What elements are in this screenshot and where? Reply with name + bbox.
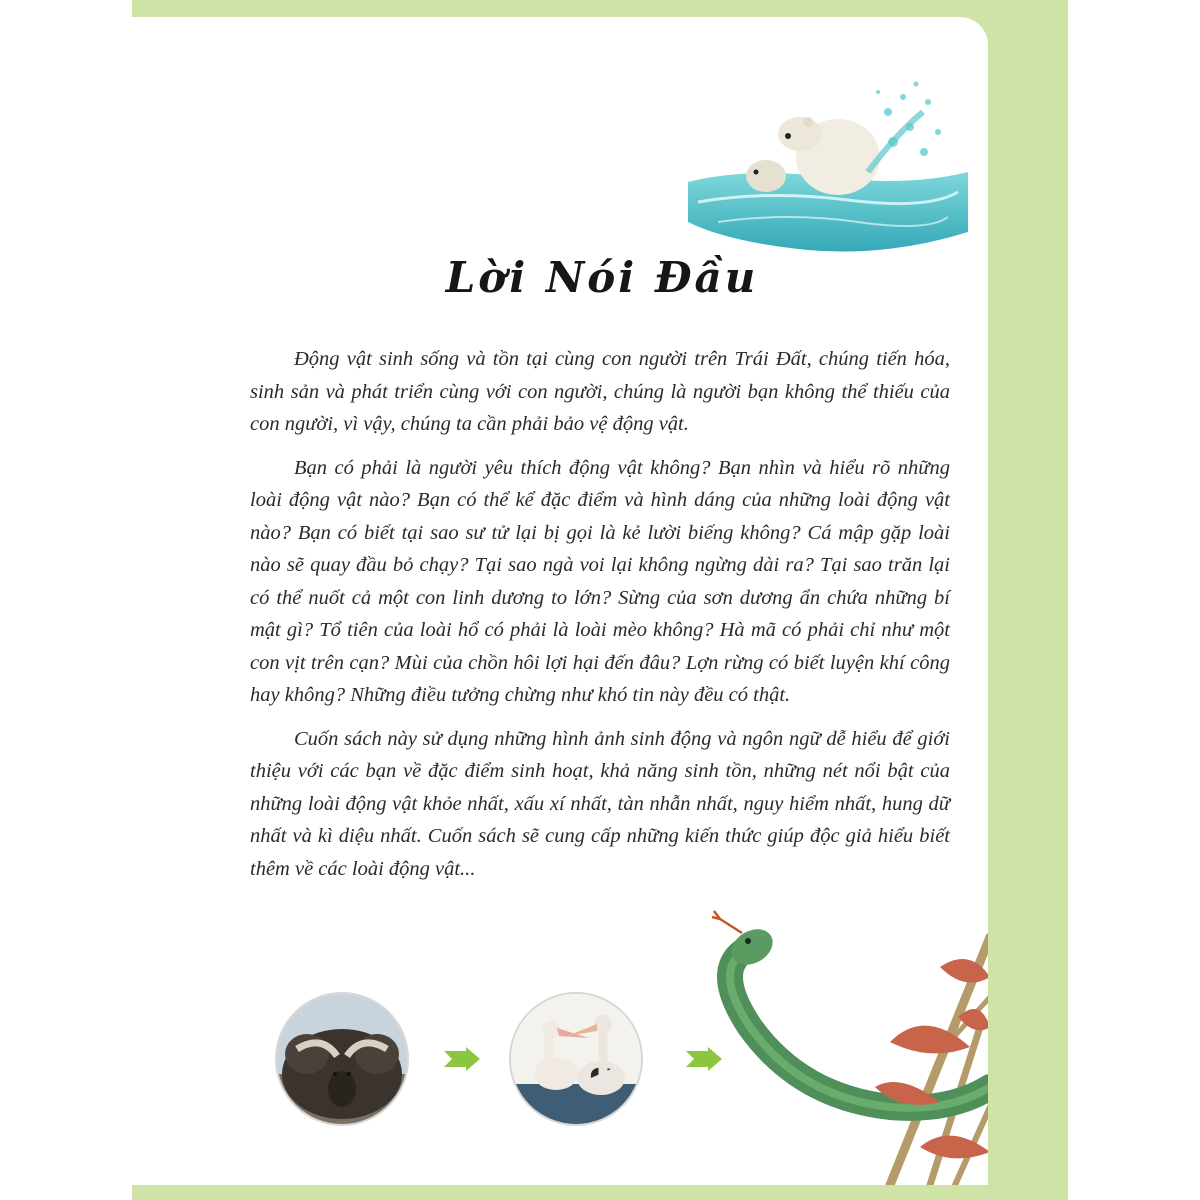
book-page — [132, 17, 988, 1185]
arrow-right-icon — [444, 1047, 480, 1071]
snake-illustration — [690, 907, 988, 1185]
paragraph-3: Cuốn sách này sử dụng những hình ảnh sinh động và ngôn ngữ dễ hiểu để giới thiệu với các bạn về đặc điểm sinh hoạt, khả năng sinh tồn, những nét nổi bật của những loài động vật khỏe nhất, xấu xí nhất, tàn nhẫn nhất, nguy hiểm nhất, hung dữ nhất và kì diệu nhất. Cuốn sách sẽ cung cấp những kiến thức giúp độc giả hiểu biết thêm về các loài động vật... — [250, 727, 950, 880]
polar-bears-illustration — [688, 72, 968, 257]
page-title: Lời Nói Đầu — [445, 253, 759, 302]
paragraph-2: Bạn có phải là người yêu thích động vật không? Bạn nhìn và hiểu rõ những loài động vật nào? Bạn có thể kể đặc điểm và hình dáng của những loài động vật nào? Bạn có biết tại sao sư tử lại bị gọi là kẻ lười biếng không? Cá mập gặp loài nào sẽ quay đầu bỏ chạy? Tại sao ngà voi lại không ngừng dài ra? Tại sao trăn lại có thể nuốt cả một con linh dương to lớn? Sừng của sơn dương ẩn chứa những bí mật gì? Tổ tiên của loài hổ có phải là loài mèo không? Hà mã có phải chỉ như một con vịt trên cạn? Mùi của chồn hôi lợi hại đến đâu? Lợn rừng có biết luyện khí công hay không? Những điều tưởng chừng như khó tin này đều có thật. — [250, 456, 950, 706]
musk-oxen-picture — [275, 992, 409, 1126]
intro-text — [250, 343, 950, 896]
paragraph-1: Động vật sinh sống và tồn tại cùng con người trên Trái Đất, chúng tiến hóa, sinh sản và phát triển cùng với con người, chúng là người bạn không thể thiếu của con người, vì vậy, chúng ta cần phải bảo vệ động vật. — [250, 348, 950, 435]
pelicans-picture — [509, 992, 643, 1126]
